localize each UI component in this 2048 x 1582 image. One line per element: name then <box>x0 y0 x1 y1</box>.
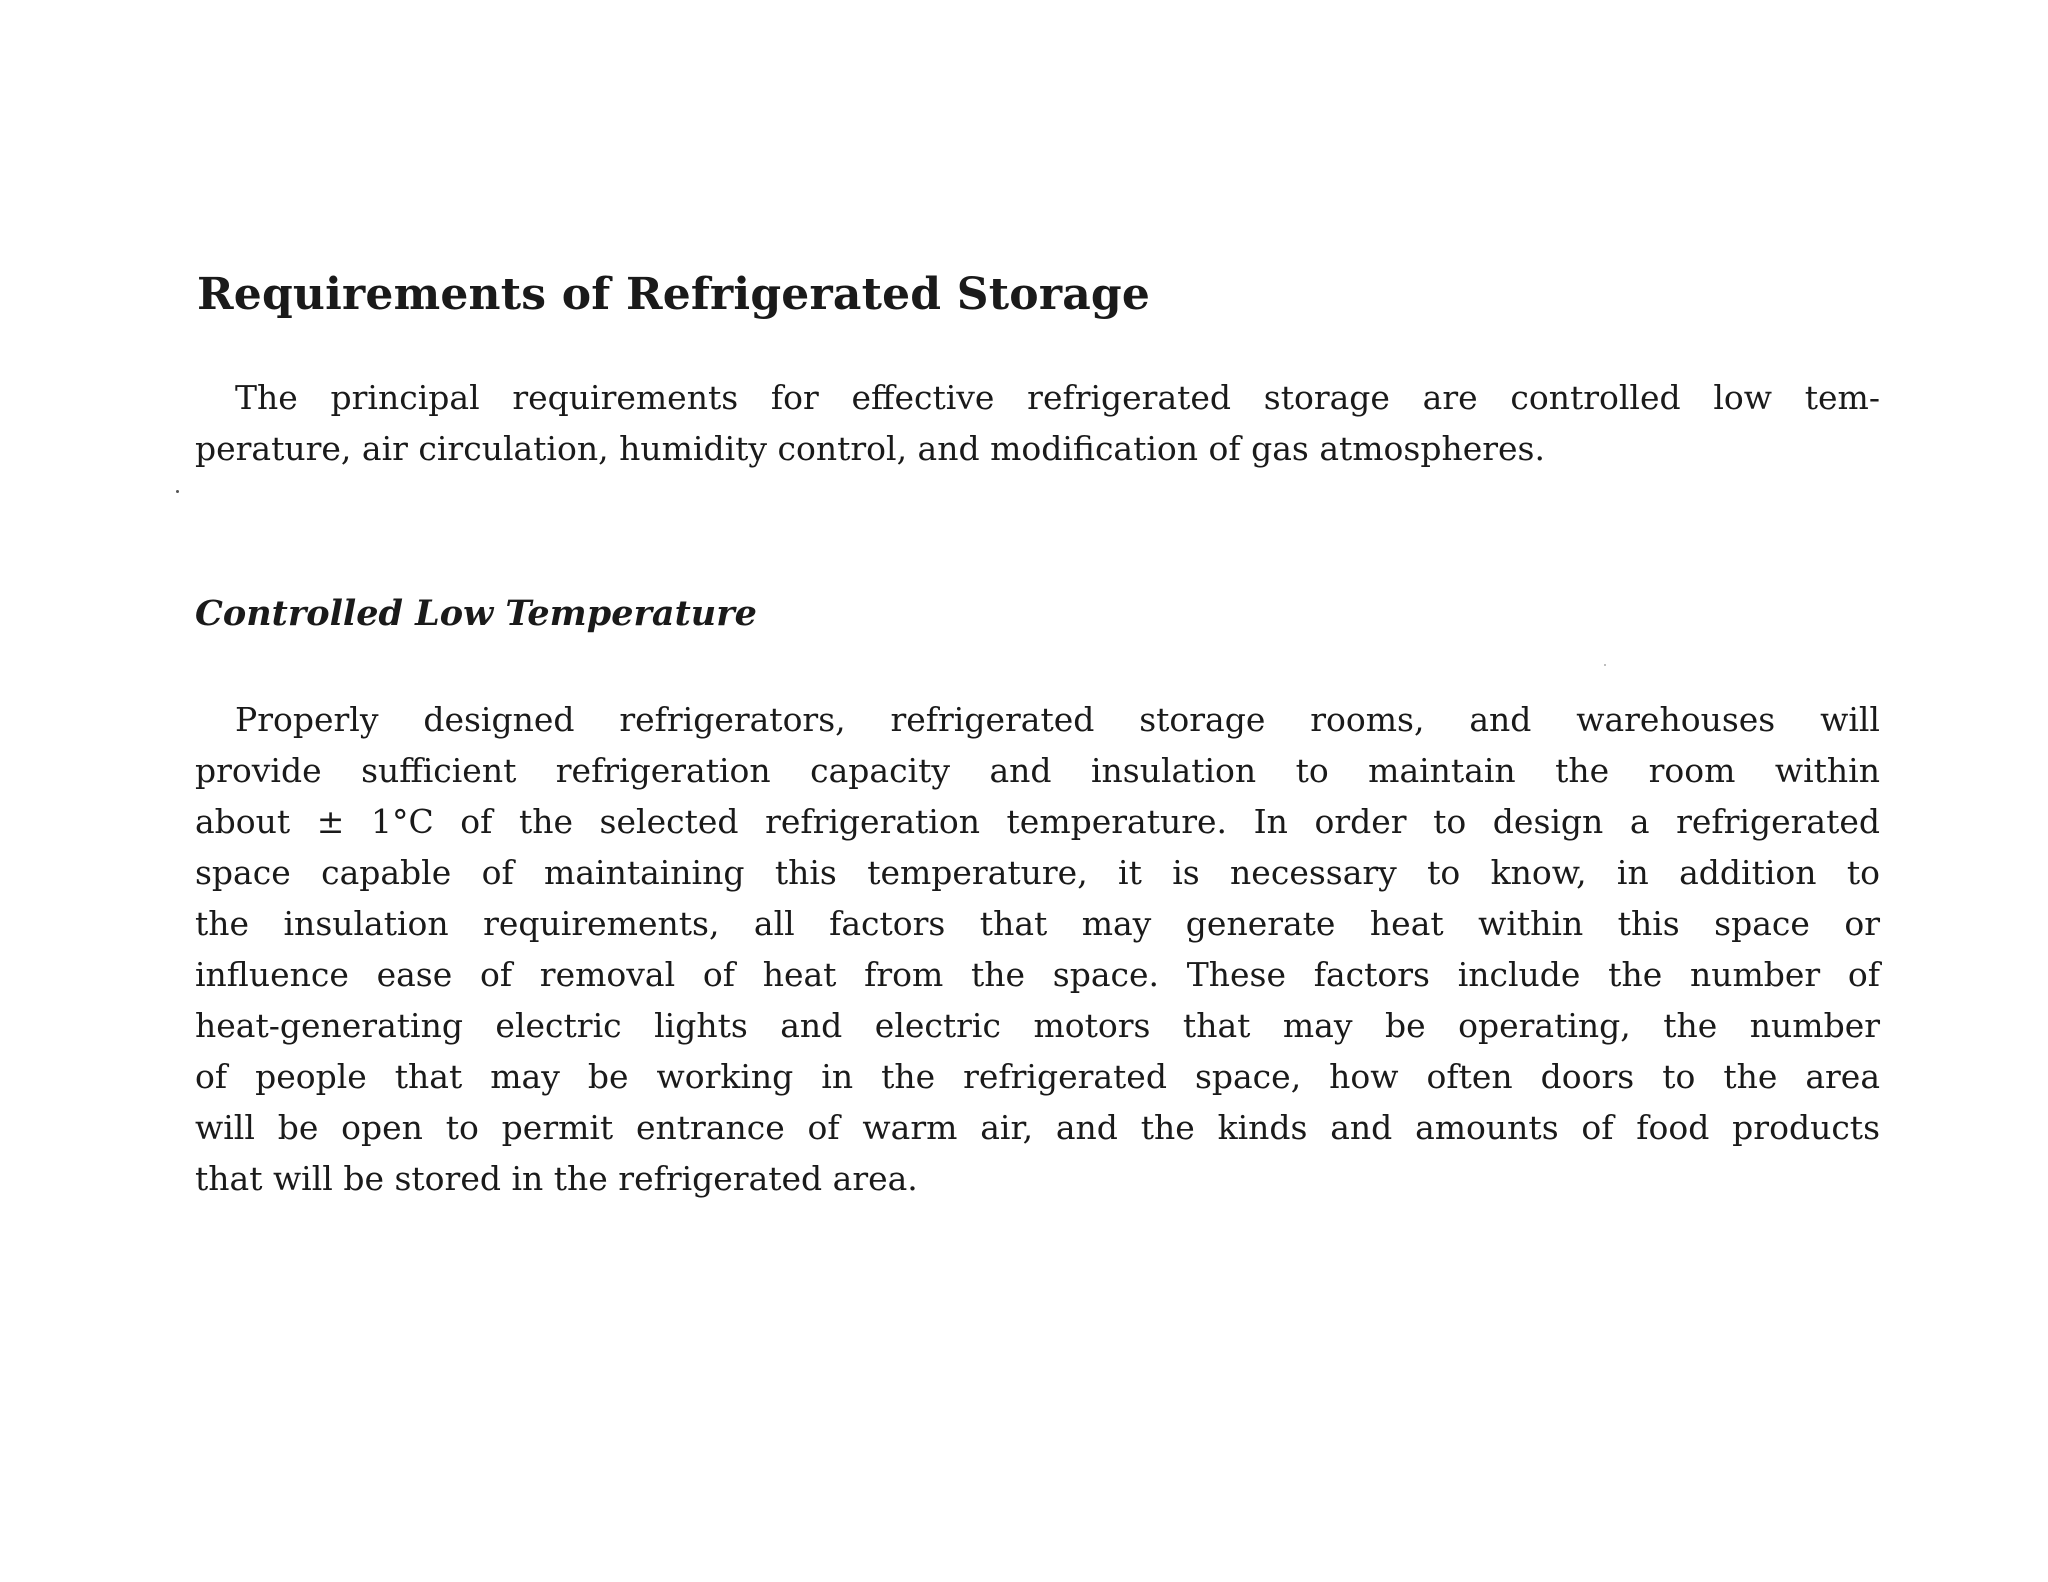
paragraph-line: the insulation requirements, all factors that may generate heat within this space or <box>195 904 1880 943</box>
paragraph-line: heat-generating electric lights and electric motors that may be operating, the number <box>195 1006 1880 1045</box>
intro-paragraph <box>195 372 1880 474</box>
paragraph-line: space capable of maintaining this temperature, it is necessary to know, in addition to <box>195 853 1880 892</box>
section-heading: Requirements of Refrigerated Storage <box>197 269 1151 320</box>
subsection-heading: Controlled Low Temperature <box>195 593 757 634</box>
paragraph-line: perature, air circulation, humidity control, and modification of gas atmospheres. <box>195 429 1545 468</box>
paragraph-line: influence ease of removal of heat from the space. These factors include the number of <box>195 955 1880 994</box>
paragraph-line: will be open to permit entrance of warm air, and the kinds and amounts of food products <box>195 1108 1880 1147</box>
body-paragraph <box>195 694 1880 1204</box>
paragraph-line: that will be stored in the refrigerated area. <box>195 1159 918 1198</box>
scan-speck <box>1604 664 1606 666</box>
paragraph-line: of people that may be working in the refrigerated space, how often doors to the area <box>195 1057 1880 1096</box>
paragraph-line: Properly designed refrigerators, refrigerated storage rooms, and warehouses will <box>235 700 1880 739</box>
scan-speck <box>176 490 179 493</box>
paragraph-line: about ± 1°C of the selected refrigeration temperature. In order to design a refrigerated <box>195 802 1880 841</box>
paragraph-line: The principal requirements for effective refrigerated storage are controlled low tem- <box>235 378 1880 417</box>
paragraph-line: provide sufficient refrigeration capacity and insulation to maintain the room within <box>195 751 1880 790</box>
